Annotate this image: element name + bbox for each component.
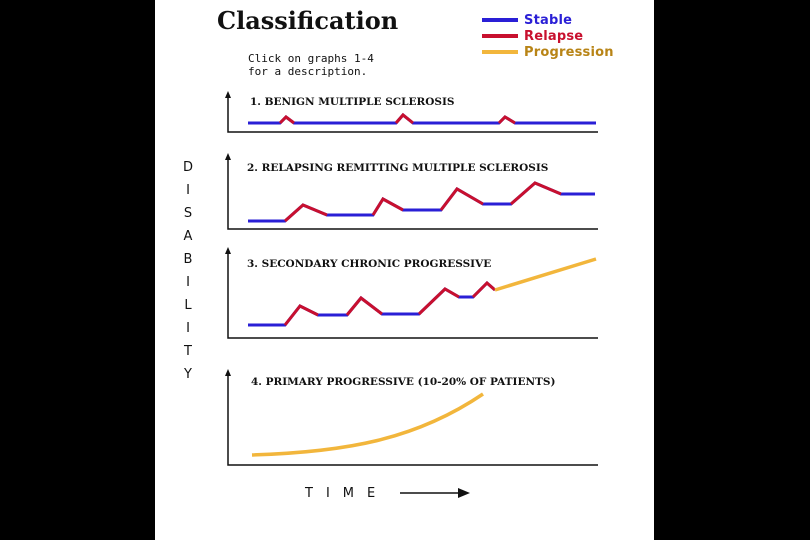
y-axis-letter: I [186, 275, 190, 290]
y-axis-letter: D [182, 160, 193, 175]
legend-item-relapse [482, 28, 614, 44]
legend [482, 12, 614, 60]
graph-4-label: 4. PRIMARY PROGRESSIVE (10-20% OF PATIENTS) [251, 376, 556, 388]
y-axis-letter: S [183, 206, 193, 221]
graph-1-relapse-segment [499, 117, 515, 123]
graph-3-relapse-segment [285, 306, 318, 325]
graph-3-relapse-segment [347, 298, 382, 315]
legend-swatch-relapse [482, 34, 518, 38]
instruction-text [248, 52, 374, 78]
graph-4-axis-arrowhead [225, 369, 231, 376]
graph-2-label: 2. RELAPSING REMITTING MULTIPLE SCLEROSIS [247, 162, 549, 174]
legend-item-progression [482, 44, 614, 60]
graph-1-relapse-segment [396, 115, 413, 123]
graph-2-stable-line [248, 183, 595, 221]
graph-3-relapse-segment [419, 289, 459, 314]
graph-1-relapse-segment [280, 117, 294, 123]
graph-1-axis-arrowhead [225, 91, 231, 98]
legend-label-progression: Progression [524, 44, 614, 60]
y-axis-letter: T [184, 344, 192, 359]
graph-3-secondary-progressive[interactable] [155, 246, 654, 341]
graph-4-progression-curve [252, 394, 483, 455]
graph-1-label: 1. BENIGN MULTIPLE SCLEROSIS [250, 96, 455, 108]
page-title: Classification [217, 6, 399, 35]
graph-3-stable-line [248, 283, 495, 325]
legend-swatch-stable [482, 18, 518, 22]
legend-item-stable [482, 12, 614, 28]
y-axis-letter: B [183, 252, 193, 267]
y-axis-letter: I [186, 321, 190, 336]
graph-1-stable-line [248, 115, 596, 123]
instruction-line-1: Click on graphs 1-4 [248, 52, 374, 65]
graph-4-primary-progressive[interactable] [155, 368, 654, 468]
graph-3-axis-arrowhead [225, 247, 231, 254]
graph-2-relapse-segment [511, 183, 561, 204]
graph-3-label: 3. SECONDARY CHRONIC PROGRESSIVE [247, 258, 492, 270]
legend-label-stable: Stable [524, 12, 573, 28]
graph-2-axis-arrowhead [225, 153, 231, 160]
y-axis-letter: I [186, 183, 190, 198]
graph-3-progression-curve [495, 259, 596, 290]
y-axis-letter: L [184, 298, 192, 313]
graph-2-relapse-segment [441, 189, 483, 210]
y-axis-letter: A [183, 229, 193, 244]
legend-label-relapse: Relapse [524, 28, 584, 44]
classification-panel [155, 0, 654, 540]
graph-1-benign[interactable] [155, 90, 654, 135]
graph-2-relapse-segment [285, 205, 327, 221]
graph-3-relapse-segment [473, 283, 495, 297]
x-axis-label: TIME [305, 486, 389, 501]
graph-2-relapse-segment [373, 199, 403, 215]
y-axis-letter: Y [184, 367, 192, 382]
legend-swatch-progression [482, 50, 518, 54]
graph-2-relapsing-remitting[interactable] [155, 152, 654, 232]
instruction-line-2: for a description. [248, 65, 368, 78]
time-arrow-icon [400, 486, 472, 500]
